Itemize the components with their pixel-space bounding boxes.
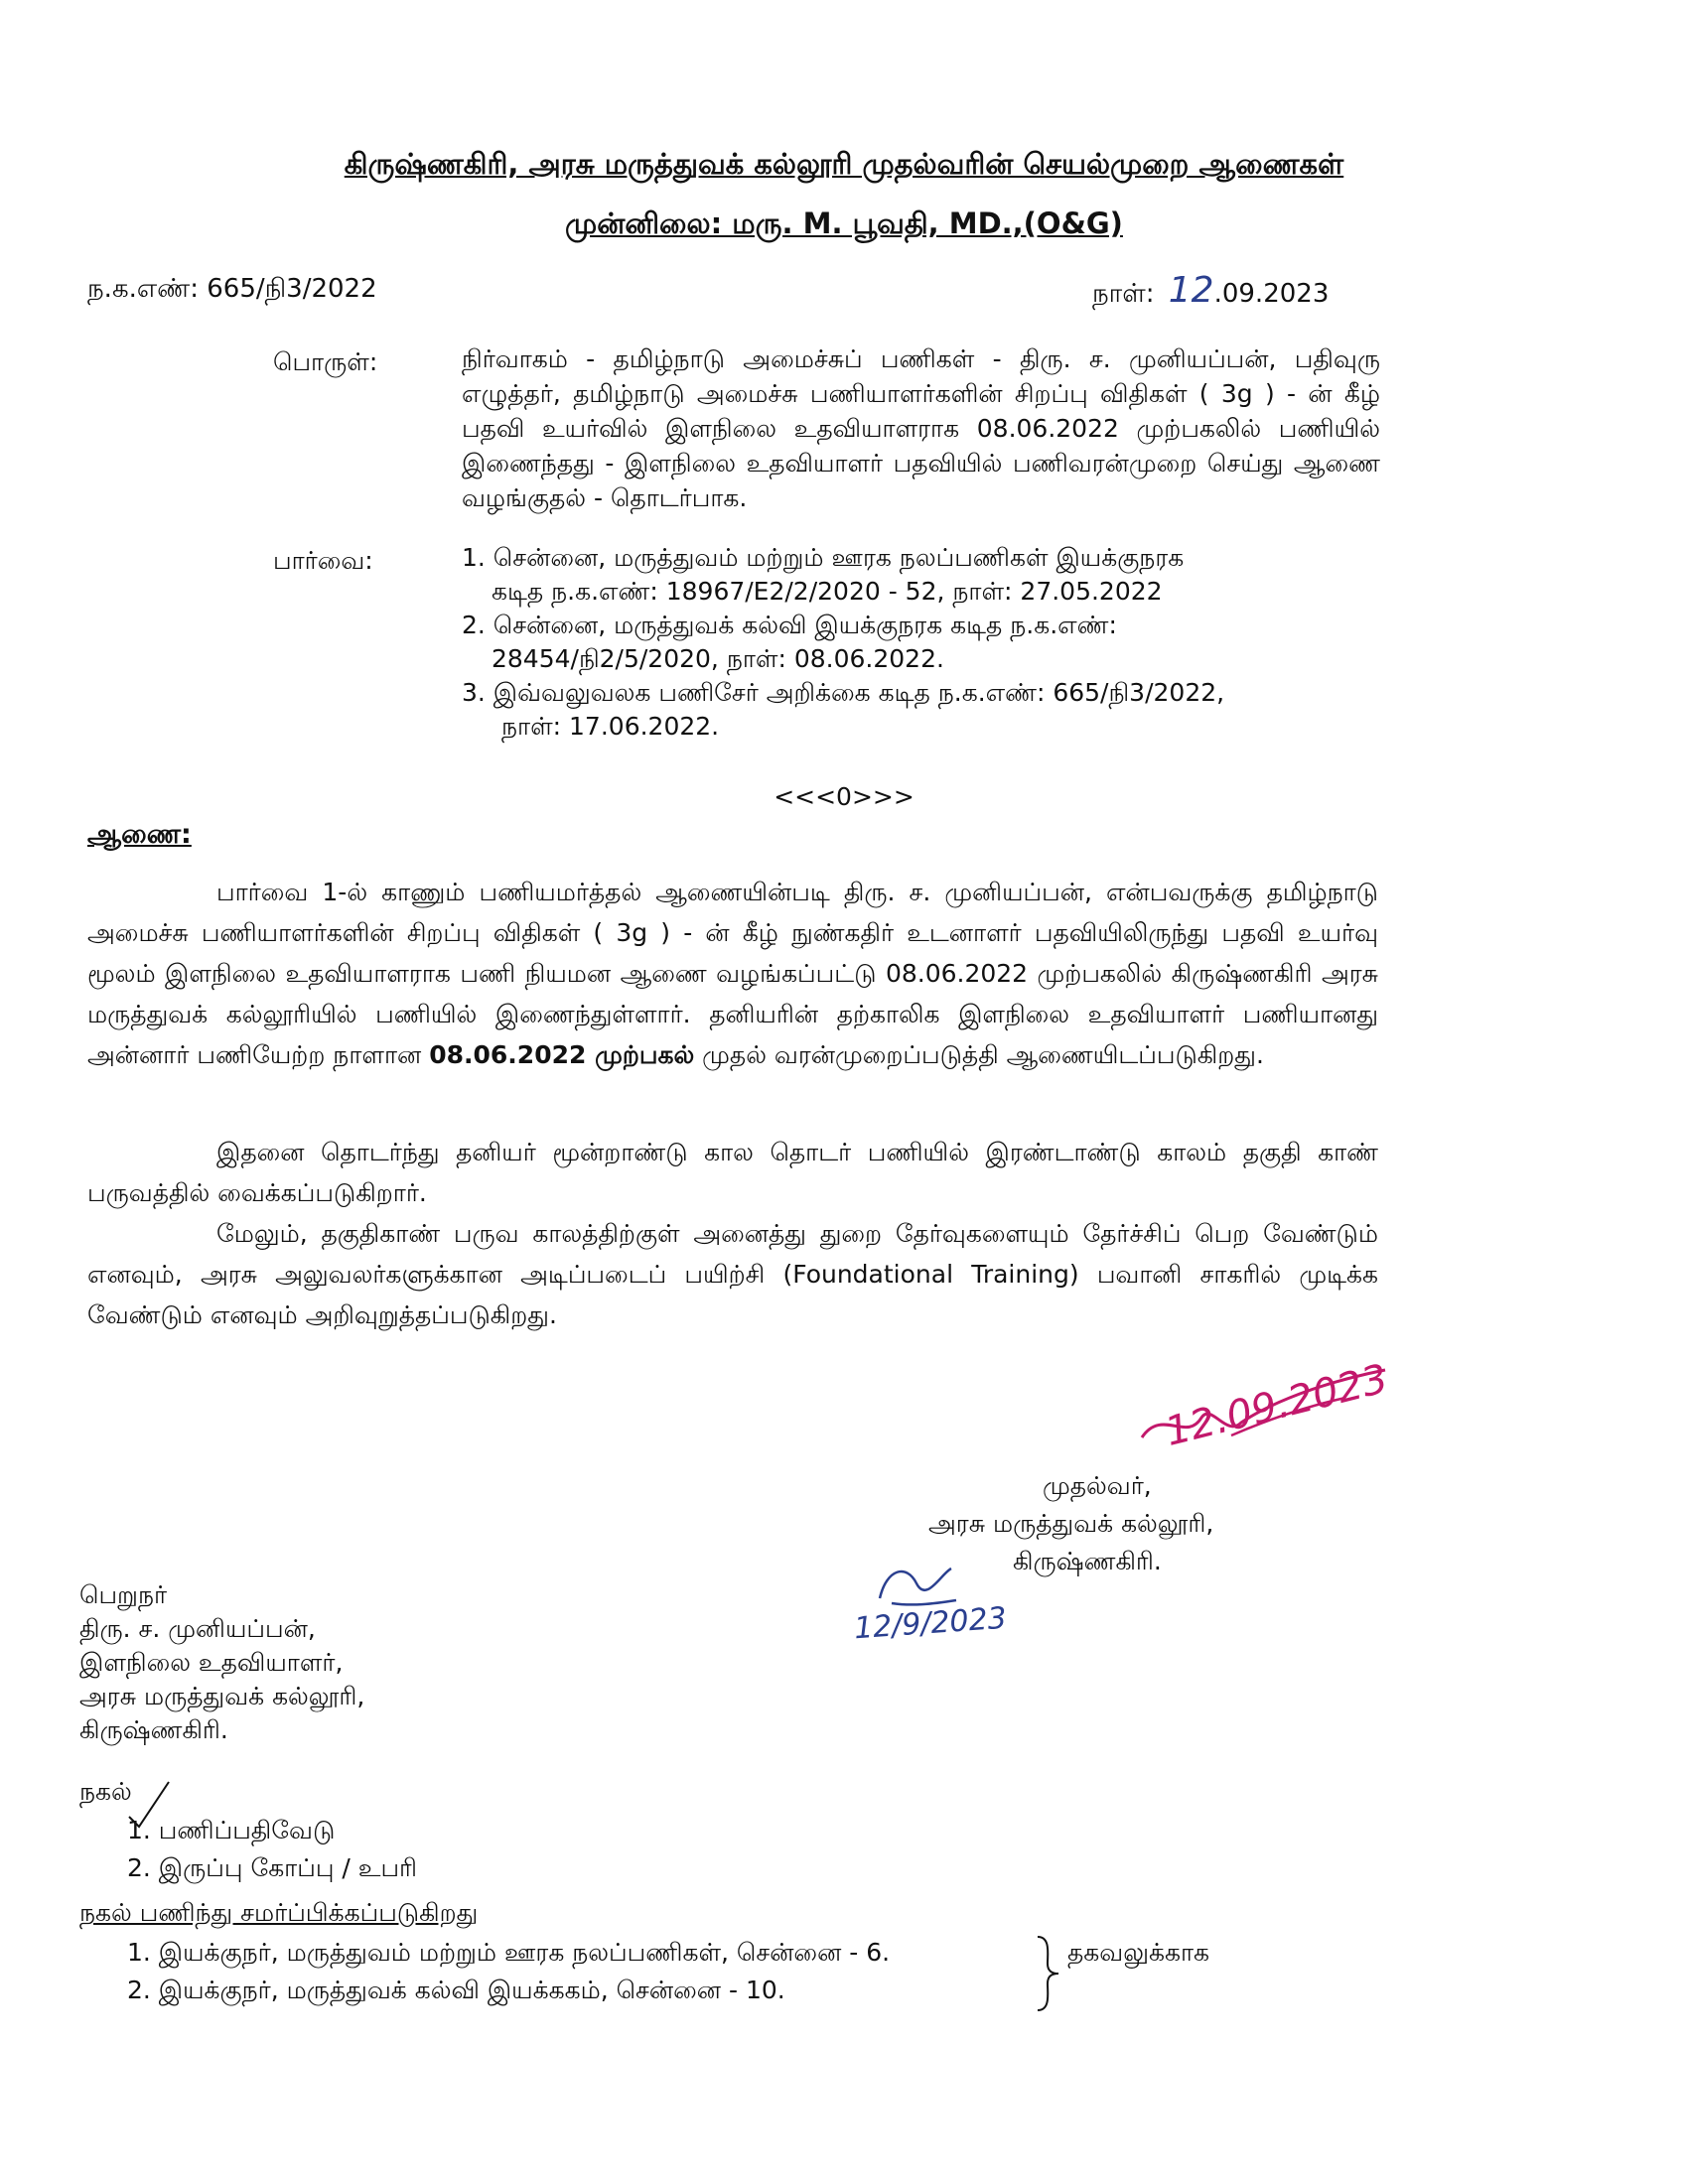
- subject-label: பொருள்:: [273, 347, 378, 376]
- date-printed: .09.2023: [1213, 279, 1330, 309]
- separator: <<<0>>>: [774, 782, 914, 811]
- reference-item: 3. இவ்வலுவலக பணிசேர் அறிக்கை கடித ந.க.எண்: 665/நி3/2022,: [462, 678, 1225, 707]
- brace-note: தகவலுக்காக: [1067, 1938, 1209, 1967]
- copy-item: 1. பணிப்பதிவேடு: [127, 1816, 336, 1844]
- recipient-label: பெறுநர்: [79, 1580, 168, 1609]
- reference-item-cont: நாள்: 17.06.2022.: [501, 712, 720, 741]
- reference-item-cont: 28454/நி2/5/2020, நாள்: 08.06.2022.: [492, 644, 944, 673]
- copy-item: 2. இருப்பு கோப்பு / உபரி: [127, 1853, 418, 1882]
- recipient-line: திரு. ச. முனியப்பன்,: [79, 1614, 316, 1643]
- reference-item-cont: கடித ந.க.எண்: 18967/E2/2/2020 - 52, நாள்: 27.05.2022: [492, 577, 1163, 606]
- reference-item: 1. சென்னை, மருத்துவம் மற்றும் ஊரக நலப்பணிகள் இயக்குநரக: [462, 543, 1185, 572]
- reference-number: ந.க.எண்: 665/நி3/2022: [87, 274, 377, 304]
- order-paragraph-2: இதனை தொடர்ந்து தனியர் மூன்றாண்டு கால தொடர் பணியில் இரண்டாண்டு காலம் தகுதி காண் பருவத்தில் வைக்கப்படுகிறார்.: [87, 1138, 1378, 1207]
- submitted-item: 1. இயக்குநர், மருத்துவம் மற்றும் ஊரக நலப்பணிகள், சென்னை - 6.: [127, 1938, 891, 1967]
- references-label: பார்வை:: [273, 546, 373, 575]
- recipient-line: அரசு மருத்துவக் கல்லூரி,: [79, 1682, 365, 1710]
- brace-icon: [1033, 1934, 1062, 2013]
- date-label: நாள்:: [1092, 279, 1155, 309]
- order-heading: ஆணை:: [87, 819, 192, 850]
- date-line: [1092, 270, 1329, 312]
- copy-list: [127, 1812, 417, 1887]
- recipient-block: [79, 1578, 364, 1747]
- subject-text: நிர்வாகம் - தமிழ்நாடு அமைச்சுப் பணிகள் - திரு. ச. முனியப்பன், பதிவுரு எழுத்தர், தமிழ்நாடு அமைச்சு பணியாளர்களின் சிறப்பு விதிகள் ( 3g ) - ன் கீழ் பதவி உயர்வில் இளநிலை உதவியாளராக 08.06.2022 முற்பகலில் பணியில் இணைந்தது - இளநிலை உதவியாளர் பதவியில் பணிவரன்முறை செய்து ஆணை வழங்குதல் - தொடர்பாக.: [462, 344, 1380, 512]
- handwritten-date-day: 12: [1168, 270, 1214, 311]
- submitted-heading: நகல் பணிந்து சமர்ப்பிக்கப்படுகிறது: [79, 1898, 479, 1927]
- presence-line: முன்னிலை: மரு. M. பூவதி, MD.,(O&G): [565, 206, 1123, 240]
- regularization-date: 08.06.2022 முற்பகல்: [429, 1040, 695, 1069]
- signature-date: 12.09.2023: [1160, 1355, 1393, 1455]
- reference-list: [462, 541, 1405, 744]
- signatory-title: முதல்வர்,: [1043, 1471, 1152, 1500]
- reference-item: 2. சென்னை, மருத்துவக் கல்வி இயக்குநரக கடித ந.க.எண்:: [462, 611, 1117, 639]
- signatory-institution: அரசு மருத்துவக் கல்லூரி,: [928, 1509, 1214, 1538]
- page-title: கிருஷ்ணகிரி, அரசு மருத்துவக் கல்லூரி முதல்வரின் செயல்முறை ஆணைகள்: [344, 147, 1344, 181]
- submitted-item: 2. இயக்குநர், மருத்துவக் கல்வி இயக்ககம், சென்னை - 10.: [127, 1976, 785, 2004]
- order-paragraph-1: பார்வை 1-ல் காணும் பணியமர்த்தல் ஆணையின்படி திரு. ச. முனியப்பன், என்பவருக்கு தமிழ்நாடு அமைச்சு பணியாளர்களின் சிறப்பு விதிகள் ( 3g ) - ன் கீழ் நுண்கதிர் உடனாளர் பதவியிலிருந்து பதவி உயர்வு மூலம் இளநிலை உதவியாளராக பணி நியமன ஆணை வழங்கப்பட்டு 08.06.2022 முற்பகலில் கிருஷ்ணகிரி அரசு மருத்துவக் கல்லூரியில் பணியில் இணைந்துள்ளார். தனியரின் தற்காலிக இளநிலை உதவியாளர் பணியானது அன்னார் பணியேற்ற நாளான 08.06.2022 முற்பகல் முதல் வரன்முறைப்படுத்தி ஆணையிடப்படுகிறது.: [87, 878, 1378, 1069]
- order-paragraph-3: மேலும், தகுதிகாண் பருவ காலத்திற்குள் அனைத்து துறை தேர்வுகளையும் தேர்ச்சிப் பெற வேண்டும் எனவும், அரசு அலுவலர்களுக்கான அடிப்படைப் பயிற்சி (Foundational Training) பவானி சாகரில் முடிக்க வேண்டும் எனவும் அறிவுறுத்தப்படுகிறது.: [87, 1219, 1378, 1329]
- second-initial-date: 12/9/2023: [852, 1600, 1008, 1647]
- recipient-line: கிருஷ்ணகிரி.: [79, 1715, 228, 1744]
- submitted-list: [127, 1934, 890, 2009]
- signatory-place: கிருஷ்ணகிரி.: [1013, 1547, 1162, 1575]
- copy-label: நகல்: [79, 1777, 132, 1806]
- recipient-line: இளநிலை உதவியாளர்,: [79, 1648, 344, 1677]
